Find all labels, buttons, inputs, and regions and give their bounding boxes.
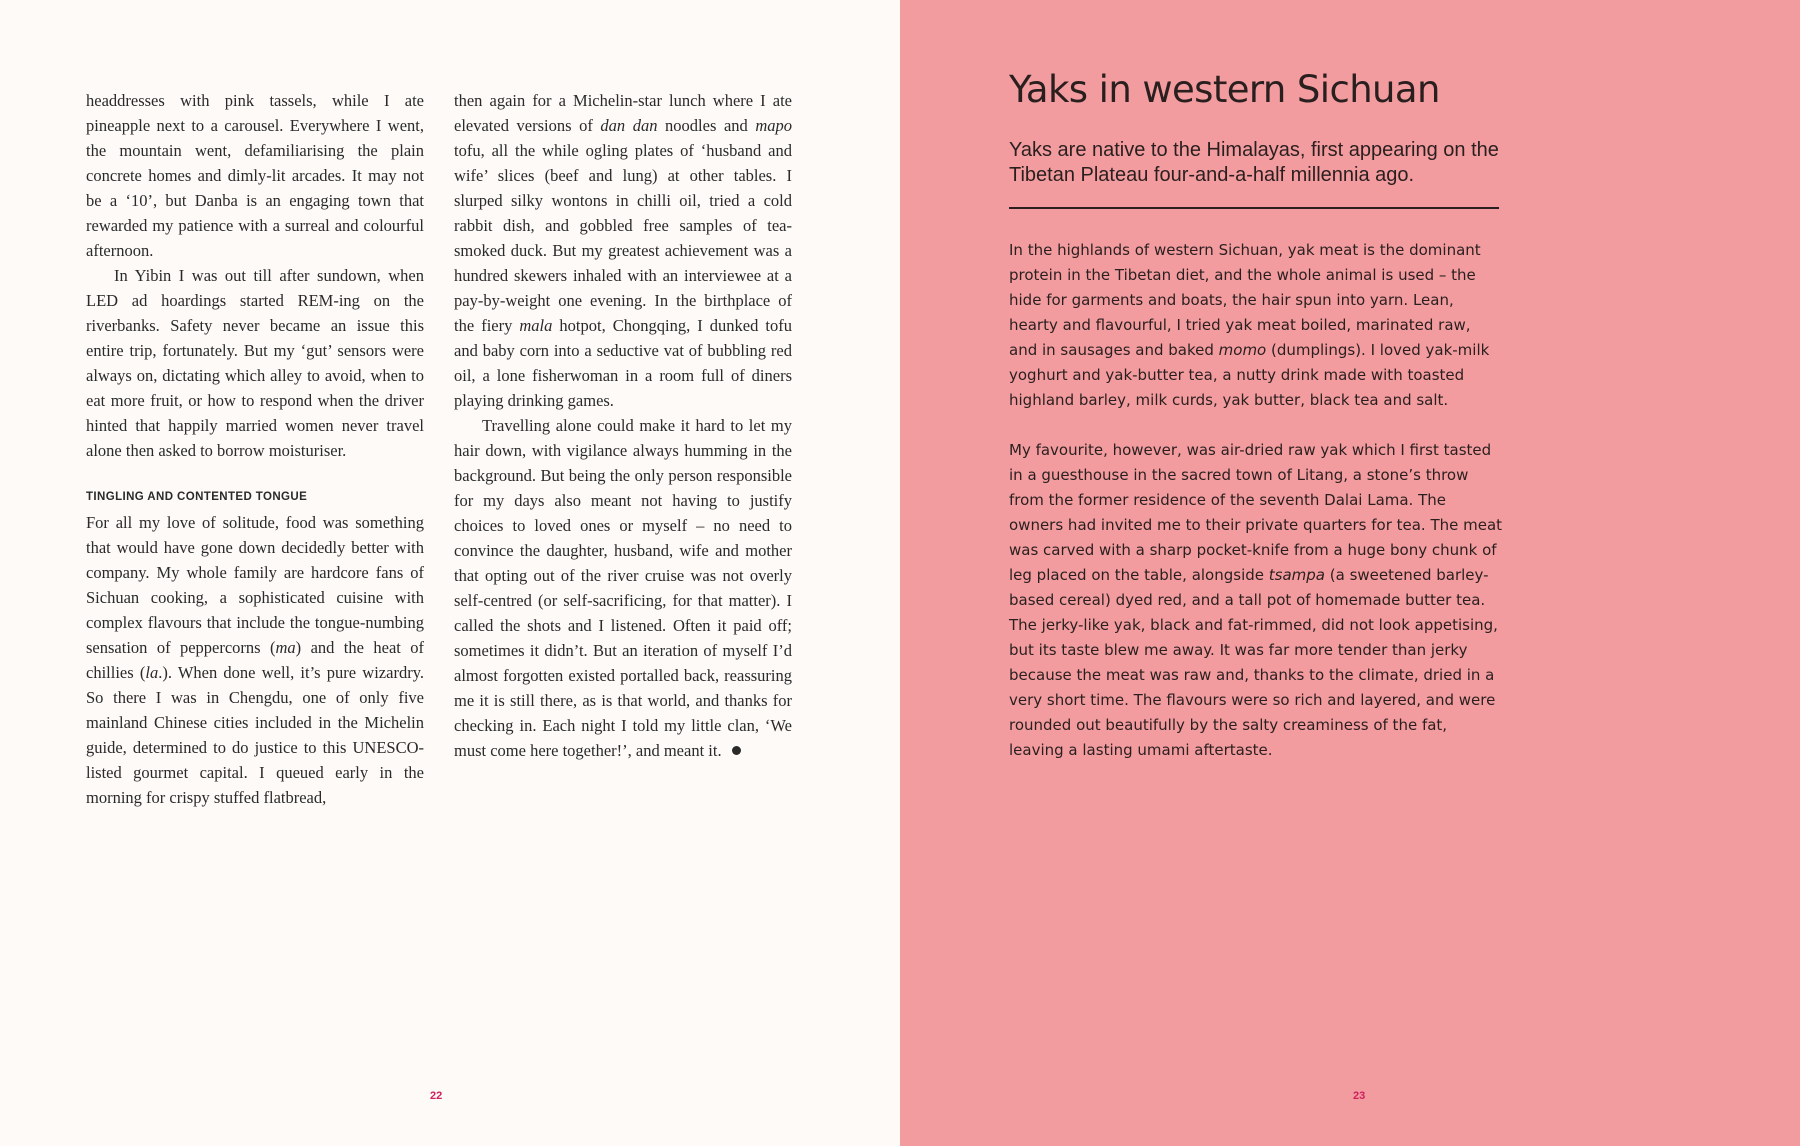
end-mark-icon xyxy=(732,746,741,755)
body-paragraph: For all my love of solitude, food was something that would have gone down decidedly better with company. My whole family are hardcore fans of Sichuan cooking, a sophisticated cuisine with complex flavours that include the tongue-numbing sensation of peppercorns (ma) and the heat of chillies (la.). When done well, it’s pure wizardry. So there I was in Chengdu, one of only five mainland Chinese cities included in the Michelin guide, determined to do justice to this UNESCO-listed gourmet capital. I queued early in the morning for crispy stuffed flatbread, xyxy=(86,513,424,807)
section-subheading: TINGLING AND CONTENTED TONGUE xyxy=(86,491,308,503)
left-column-1 xyxy=(86,88,424,810)
sidebar-title: Yaks in western Sichuan xyxy=(1009,68,1440,111)
body-paragraph: In Yibin I was out till after sundown, when LED ad hoardings started REM-ing on the riverbanks. Safety never became an issue this entire trip, fortunately. But my ‘gut’ sensors were always on, dictating which alley to avoid, when to eat more fruit, or how to respond when the driver hinted that happily married women never travel alone then asked to borrow moisturiser. xyxy=(86,266,424,460)
page-number: 23 xyxy=(1353,1090,1366,1102)
sidebar-standfirst: Yaks are native to the Himalayas, first appearing on the Tibetan Plateau four-and-a-half millennia ago. xyxy=(1009,139,1499,186)
page-number: 22 xyxy=(430,1090,443,1102)
sidebar-body xyxy=(1009,238,1503,788)
left-column-2 xyxy=(454,88,792,763)
sidebar-paragraph: My favourite, however, was air-dried raw yak which I first tasted in a guesthouse in the sacred town of Litang, a stone’s throw from the former residence of the seventh Dalai Lama. The owners had invited me to their private quarters for tea. The meat was carved with a sharp pocket-knife from a huge bony chunk of leg placed on the table, alongside tsampa (a sweetened barley-based cereal) dyed red, and a tall pot of homemade butter tea. The jerky-like yak, black and fat-rimmed, did not look appetising, but its taste blew me away. It was far more tender than jerky because the meat was raw and, thanks to the climate, dried in a very short time. The flavours were so rich and layered, and were rounded out beautifully by the salty creaminess of the fat, leaving a lasting umami aftertaste. xyxy=(1009,441,1503,759)
sidebar-paragraph: In the highlands of western Sichuan, yak meat is the dominant protein in the Tibetan diet, and the whole animal is used – the hide for garments and boats, the hair spun into yarn. Lean, hearty and flavourful, I tried yak meat boiled, marinated raw, and in sausages and baked momo (dumplings). I loved yak-milk yoghurt and yak-butter tea, a nutty drink made with toasted highland barley, milk curds, yak butter, black tea and salt. xyxy=(1009,241,1490,409)
body-paragraph: Travelling alone could make it hard to let my hair down, with vigilance always humming in the background. But being the only person responsible for my days also meant not having to justify choices to loved ones or myself – no need to convince the daughter, husband, wife and mother that opting out of the river cruise was not overly self-centred (or self-sacrificing, for that matter). I called the shots and I listened. Often it paid off; sometimes it didn’t. But an iteration of myself I’d almost forgotten existed portalled back, reassuring me it is still there, as is that world, and thanks for checking in. Each night I told my little clan, ‘We must come here together!’, and meant it. xyxy=(454,416,792,760)
body-paragraph: headdresses with pink tassels, while I ate pineapple next to a carousel. Everywhere I went, the mountain went, defamiliarising the plain concrete homes and dimly-lit arcades. It may not be a ‘10’, but Danba is an engaging town that rewarded my patience with a surreal and colourful afternoon. xyxy=(86,91,424,260)
divider xyxy=(1009,207,1499,209)
body-paragraph: then again for a Michelin-star lunch where I ate elevated versions of dan dan noodles and mapo tofu, all the while ogling plates of ‘husband and wife’ slices (beef and lung) at other tables. I slurped silky wontons in chilli oil, tried a cold rabbit dish, and gobbled free samples of tea-smoked duck. But my greatest achievement was a hundred skewers inhaled with an interviewee at a pay-by-weight one evening. In the birthplace of the fiery mala hotpot, Chongqing, I dunked tofu and baby corn into a seductive vat of bubbling red oil, a lone fisherwoman in a room full of diners playing drinking games. xyxy=(454,91,793,410)
